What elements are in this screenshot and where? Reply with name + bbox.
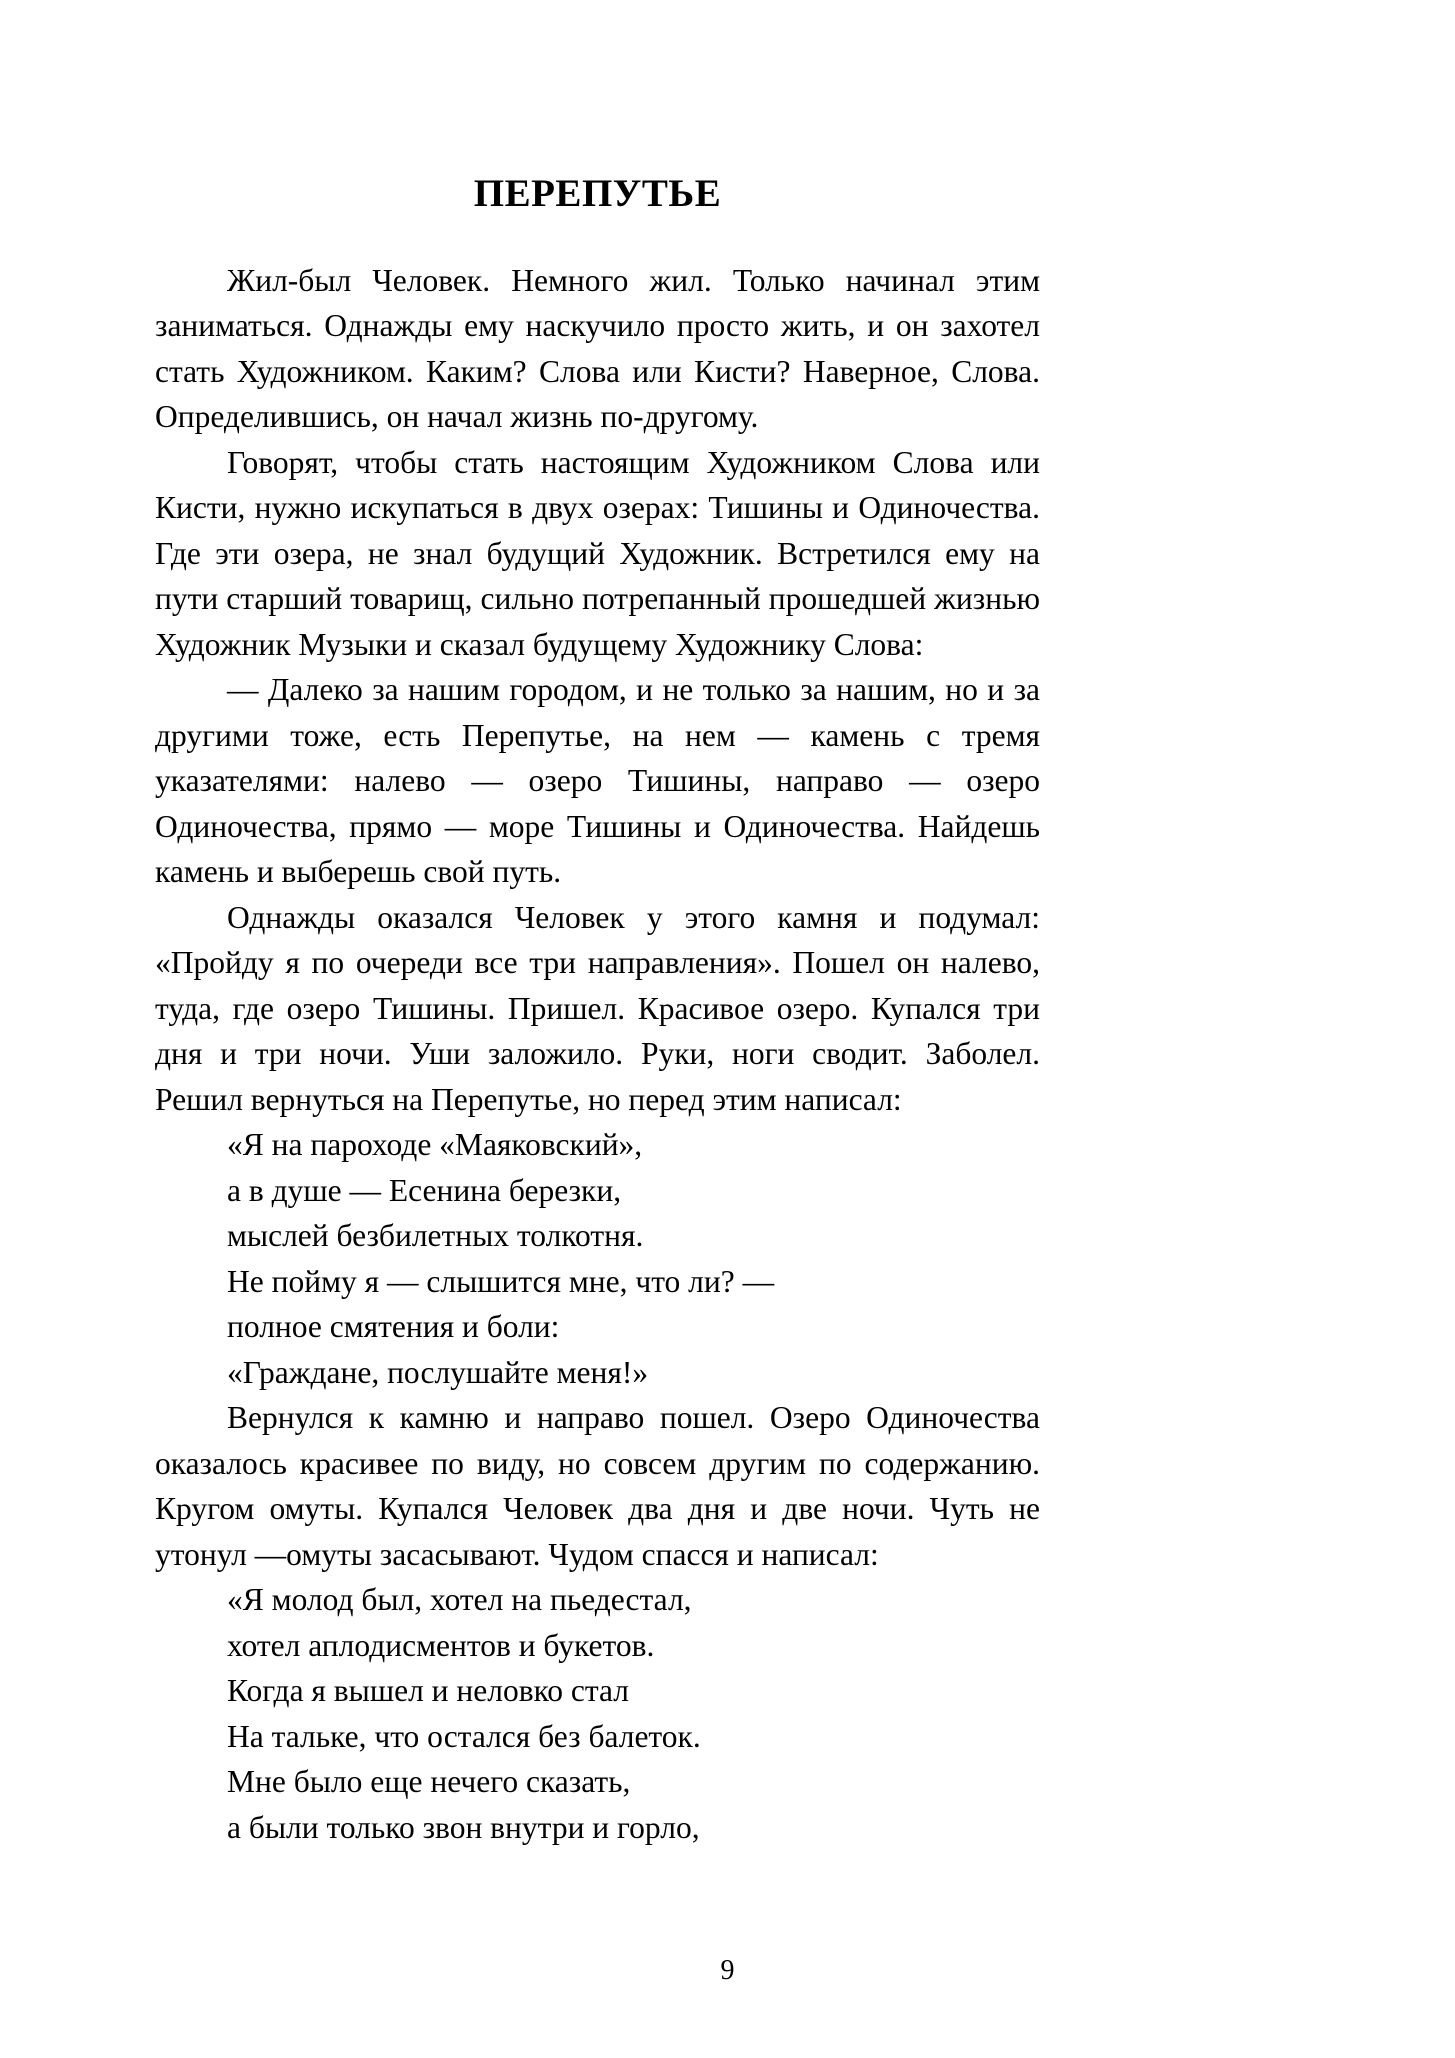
- verse-line: На тальке, что остался без балеток.: [227, 1718, 701, 1754]
- verse-line: хотел аплодисментов и букетов.: [227, 1627, 655, 1663]
- verse-line: Когда я вышел и неловко стал: [227, 1673, 630, 1709]
- verse-line: полное смятения и боли:: [227, 1309, 560, 1345]
- verse-line: Не пойму я — слышится мне, что ли? —: [227, 1263, 775, 1299]
- body-text: [155, 258, 1040, 1851]
- verse-line: Мне было еще нечего сказать,: [227, 1764, 631, 1800]
- verse-line: «Я молод был, хотел на пьедестал,: [227, 1582, 692, 1618]
- paragraph: Жил-был Человек. Немного жил. Только начинал этим заниматься. Однажды ему наскучило просто жить, и он захотел стать Художником. Каким? Слова или Кисти? Наверное, Слова. Определившись, он начал жизнь по-другому.: [155, 262, 1040, 435]
- verse-line: а были только звон внутри и горло,: [227, 1809, 700, 1845]
- verse-line: а в душе — Есенина березки,: [227, 1172, 622, 1208]
- paragraph: Говорят, чтобы стать настоящим Художником Слова или Кисти, нужно искупаться в двух озерах: Тишины и Одиночества. Где эти озера, не знал будущий Художник. Встретился ему на пути старший товарищ, сильно потрепанный прошедшей жизнью Художник Музыки и сказал будущему Художнику Слова:: [155, 444, 1040, 662]
- verse-line: мыслей безбилетных толкотня.: [227, 1218, 644, 1254]
- paragraph: — Далеко за нашим городом, и не только за нашим, но и за другими тоже, есть Перепутье, на нем — камень с тремя указателями: налево — озеро Тишины, направо — озеро Одиночества, прямо — море Тишины и Одиночества. Найдешь камень и выберешь свой путь.: [155, 672, 1040, 890]
- paragraph: Вернулся к камню и направо пошел. Озеро Одиночества оказалось красивее по виду, но совсем другим по содержанию. Кругом омуты. Купался Человек два дня и две ночи. Чуть не утонул —омуты засасывают. Чудом спасся и написал:: [155, 1400, 1040, 1572]
- paragraph: Однажды оказался Человек у этого камня и подумал: «Пройду я по очереди все три направления». Пошел он налево, туда, где озеро Тишины. Пришел. Красивое озеро. Купался три дня и три ночи. Уши заложило. Руки, ноги сводит. Заболел. Решил вернуться на Перепутье, но перед этим написал:: [155, 899, 1040, 1117]
- page-content: [155, 0, 1040, 1850]
- page-number: 9: [720, 1955, 735, 1986]
- verse-line: «Я на пароходе «Маяковский»,: [227, 1127, 643, 1163]
- page-title: ПЕРЕПУТЬЕ: [473, 172, 722, 215]
- verse-line: «Граждане, послушайте меня!»: [227, 1354, 649, 1390]
